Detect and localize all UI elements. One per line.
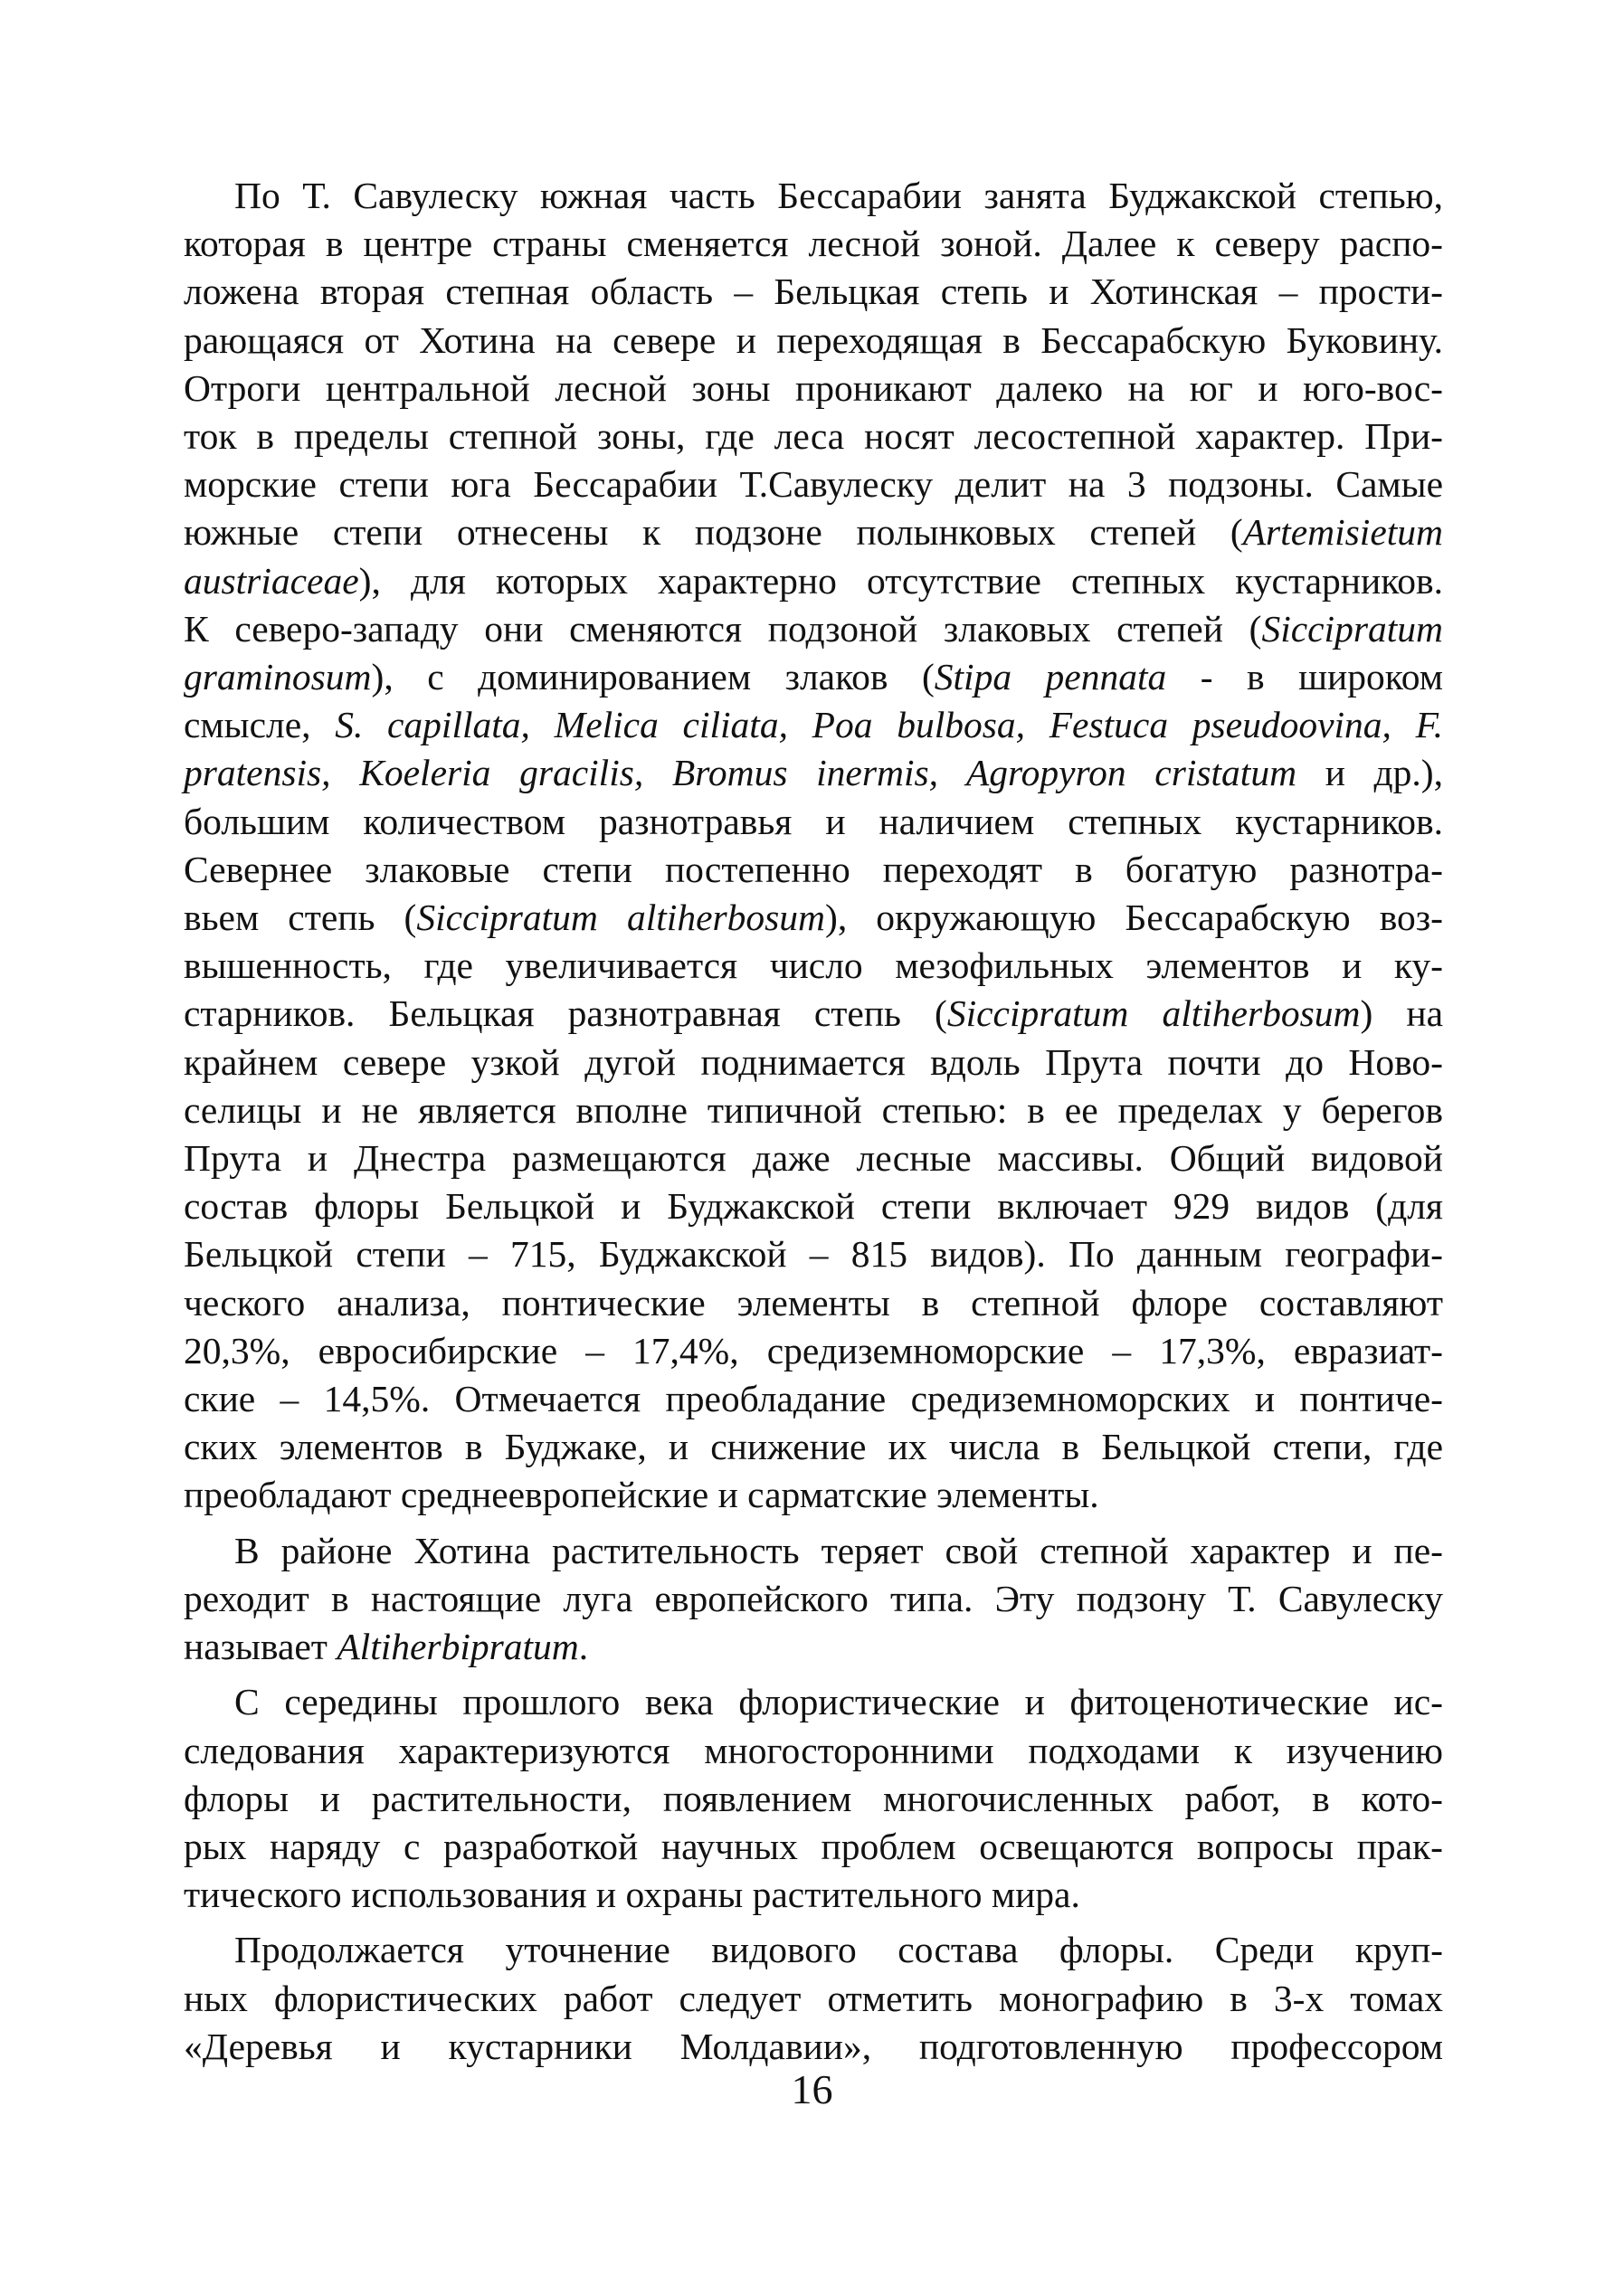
latin-term: austriaceae — [184, 559, 359, 602]
text-run: тического использования и охраны растительного мира. — [184, 1874, 1080, 1916]
text-run: К северо-западу они сменяются подзоной злаковых степей ( — [184, 607, 1262, 650]
text-run: ) на — [1360, 992, 1443, 1035]
text-line — [184, 172, 1443, 220]
latin-term: Siccipratum altiherbosum — [416, 897, 826, 939]
text-line — [184, 1182, 1443, 1230]
text-line — [184, 1775, 1443, 1823]
text-run: ных флористических работ следует отметить монографию в 3-х томах — [184, 1977, 1443, 2019]
text-run: реходит в настоящие луга европейского типа. Эту подзону Т. Савулеску — [184, 1577, 1443, 1619]
text-run: «Деревья и кустарники Молдавии», подготовленную профессором — [184, 2025, 1443, 2067]
text-run: флоры и растительности, появлением многочисленных работ, в кото- — [184, 1777, 1443, 1819]
latin-term: Artemisietum — [1242, 511, 1443, 554]
text-run: рающаяся от Хотина на севере и переходящая в Бессарабскую Буковину. — [184, 318, 1443, 361]
text-line — [184, 1727, 1443, 1775]
text-run: называет — [184, 1626, 337, 1668]
text-line — [184, 990, 1443, 1038]
text-line — [184, 1575, 1443, 1623]
text-run: ские – 14,5%. Отмечается преобладание средиземноморских и понтиче- — [184, 1378, 1443, 1420]
text-run: Севернее злаковые степи постепенно переходят в богатую разнотра- — [184, 848, 1443, 890]
text-run: ложена вторая степная область – Бельцкая степь и Хотинская – прости- — [184, 270, 1443, 313]
text-line — [184, 1623, 1443, 1671]
text-run: ских элементов в Буджаке, и снижение их числа в Бельцкой степи, где — [184, 1426, 1443, 1468]
text-run: крайнем севере узкой дугой поднимается вдоль Прута почти до Ново- — [184, 1040, 1443, 1083]
text-line — [184, 701, 1443, 749]
text-line — [184, 1423, 1443, 1471]
paragraph-gap — [184, 1520, 1443, 1527]
text-run: - в широком — [1166, 656, 1444, 698]
text-run: ток в пределы степной зоны, где леса носят лесостепной характер. При- — [184, 415, 1443, 458]
text-run: Бельцкой степи – 715, Буджакской – 815 видов). По данным географи- — [184, 1233, 1443, 1276]
text-run: смысле, — [184, 704, 336, 746]
text-run: Продолжается уточнение видового состава флоры. Среди круп- — [234, 1929, 1443, 1971]
text-run: вьем степь ( — [184, 897, 417, 939]
latin-term: Siccipratum — [1261, 607, 1443, 650]
text-run: большим количеством разнотравья и наличием степных кустарников. — [184, 800, 1443, 842]
text-line — [184, 1527, 1443, 1575]
text-line — [184, 1279, 1443, 1327]
text-run: вышенность, где увеличивается число мезофильных элементов и ку- — [184, 944, 1443, 987]
text-run: которая в центре страны сменяется лесной зоной. Далее к северу распо- — [184, 223, 1443, 265]
text-line — [184, 846, 1443, 894]
text-line — [184, 1327, 1443, 1375]
latin-term: Siccipratum altiherbosum — [946, 992, 1361, 1035]
text-run: . — [578, 1626, 589, 1668]
text-run: преобладают среднеевропейские и сарматские элементы. — [184, 1474, 1099, 1516]
text-line — [184, 508, 1443, 556]
text-run: рых наряду с разработкой научных проблем освещаются вопросы прак- — [184, 1825, 1443, 1867]
text-run: состав флоры Бельцкой и Буджакской степи включает 929 видов (для — [184, 1185, 1443, 1228]
text-run: 20,3%, евросибирские – 17,4%, средиземноморские – 17,3%, евразиат- — [184, 1329, 1443, 1371]
text-run: В районе Хотина растительность теряет свой степной характер и пе- — [234, 1529, 1443, 1571]
text-line — [184, 1926, 1443, 1974]
text-line — [184, 460, 1443, 508]
text-line — [184, 1471, 1443, 1519]
text-line — [184, 220, 1443, 268]
text-run: морские степи юга Бессарабии Т.Савулеску делит на 3 подзоны. Самые — [184, 463, 1443, 506]
text-line — [184, 1678, 1443, 1726]
latin-term: Altiherbipratum — [337, 1626, 579, 1668]
text-line — [184, 1823, 1443, 1871]
text-line — [184, 1871, 1443, 1919]
text-run: ческого анализа, понтические элементы в степной флоре составляют — [184, 1281, 1443, 1324]
text-line — [184, 365, 1443, 413]
text-line — [184, 1975, 1443, 2023]
text-line — [184, 749, 1443, 797]
paragraph-gap — [184, 1919, 1443, 1926]
text-line — [184, 653, 1443, 701]
text-run: С середины прошлого века флористические и фитоценотические ис- — [234, 1681, 1443, 1723]
text-line — [184, 894, 1443, 942]
text-line — [184, 1230, 1443, 1278]
text-line — [184, 413, 1443, 460]
text-run: селицы и не является вполне типичной степью: в ее пределах у берегов — [184, 1088, 1443, 1131]
text-line — [184, 1039, 1443, 1087]
text-run: следования характеризуются многосторонними подходами к изучению — [184, 1729, 1443, 1771]
text-run: старников. Бельцкая разнотравная степь ( — [184, 992, 947, 1035]
text-run: ), окружающую Бессарабскую воз- — [825, 897, 1443, 939]
text-line — [184, 557, 1443, 605]
text-run: Отроги центральной лесной зоны проникают далеко на юг и юго-вос- — [184, 366, 1443, 409]
text-line — [184, 317, 1443, 365]
text-line — [184, 2023, 1443, 2071]
page-number: 16 — [791, 2066, 833, 2112]
text-run: По Т. Савулеску южная часть Бессарабии занята Буджакской степью, — [234, 175, 1443, 216]
paragraph-gap — [184, 1671, 1443, 1678]
text-run: ), с доминированием злаков ( — [371, 656, 935, 698]
latin-term: Stipa pennata — [934, 656, 1167, 698]
latin-term: graminosum — [184, 656, 372, 698]
text-line — [184, 268, 1443, 316]
text-line — [184, 798, 1443, 846]
text-line — [184, 942, 1443, 990]
text-run: ), для которых характерно отсутствие степных кустарников. — [358, 559, 1443, 602]
text-run: и др.), — [1296, 752, 1443, 794]
text-line — [184, 1375, 1443, 1423]
latin-term: S. capillata, Melica ciliata, Poa bulbosa, Festuca pseudoovina, F. — [335, 704, 1443, 746]
body-text — [184, 172, 1443, 2071]
text-run: Прута и Днестра размещаются даже лесные массивы. Общий видовой — [184, 1137, 1443, 1180]
text-line — [184, 1134, 1443, 1182]
latin-term: pratensis, Koeleria gracilis, Bromus inermis, Agropyron cristatum — [184, 752, 1297, 794]
text-run: южные степи отнесены к подзоне полынковых степей ( — [184, 511, 1243, 554]
text-line — [184, 605, 1443, 653]
text-line — [184, 1087, 1443, 1134]
